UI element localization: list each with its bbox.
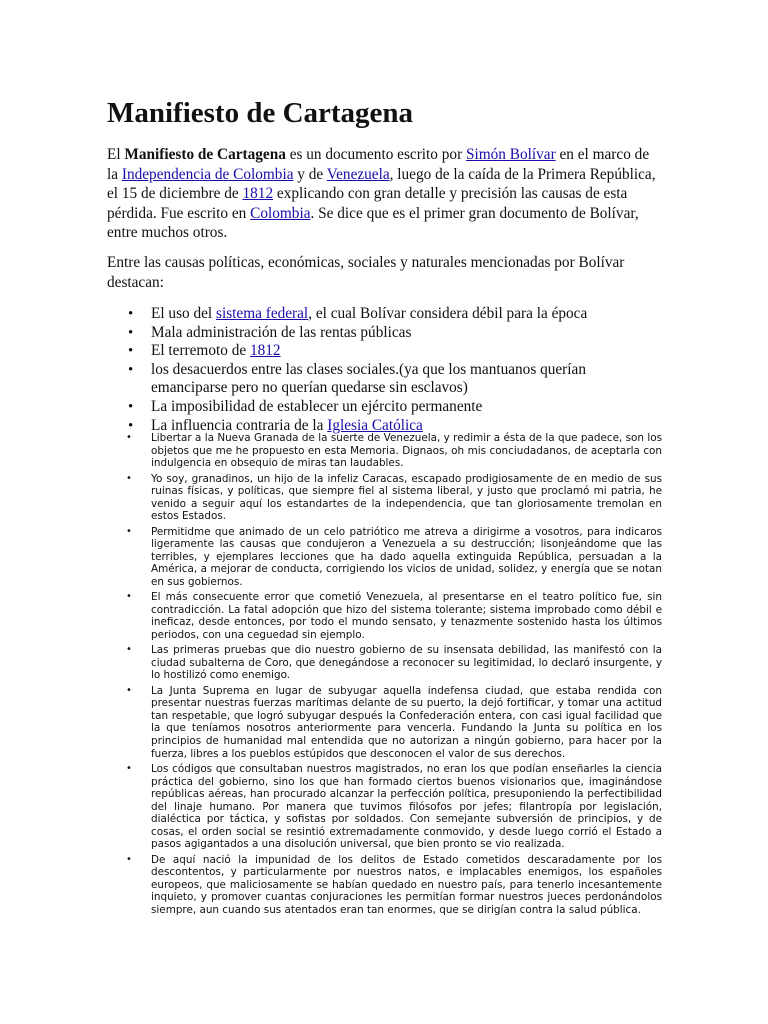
item-text: El terremoto de (151, 342, 250, 360)
quote-text: Permitidme que animado de un celo patriótico me atreva a dirigirme a vosotros, para indicaros ligeramente las causas que condujeron a Venezuela a su destrucción; lisonjeándome que las terribles, y ejemplares lecciones que ha dado aquella extinguida República, persuadan a la América, a mejorar de conducta, corrigiendo los vicios de unidad, solidez, y energía que se notan en sus gobiernos. (151, 525, 662, 588)
list-item (107, 342, 662, 361)
intro-bold-title: Manifiesto de Cartagena (124, 146, 286, 163)
link-independencia-colombia[interactable]: Independencia de Colombia (121, 165, 294, 183)
bullet-icon: • (126, 472, 132, 484)
bullet-icon: • (128, 306, 134, 322)
intro-text: . Se dice que es el primer gran documento de Bolívar, entre muchos otros. (107, 204, 639, 241)
quote-text: Los códigos que consultaban nuestros magistrados, no eran los que podían enseñarles la ciencia práctica del gobierno, sino los que han formado ciertos buenos visionarios que, imaginándose repúblicas aéreas, han procurado alcanzar la perfección política, presuponiendo la perfectibilidad del linaje humano. Por manera que tuvimos filósofos por jefes; filantropía por legislación, dialéctica por táctica, y sofistas por soldados. Con semejante subversión de principios, y de cosas, el orden social se resintió extremadamente conmovido, y desde luego corrió el Estado a pasos agigantados a una disolución universal, que bien pronto se vio realizada. (151, 763, 662, 851)
bullet-icon: • (126, 763, 132, 775)
causes-list (107, 305, 662, 435)
quote-text: Libertar a la Nueva Granada de la suerte de Venezuela, y redimir a ésta de la que padece, son los objetos que me he propuesto en esta Memoria. Dignaos, oh mis conciudadanos, de aceptarla con indulgencia en obsequio de miras tan laudables. (151, 432, 662, 470)
bullet-icon: • (126, 853, 132, 865)
bullet-icon: • (128, 343, 134, 360)
bullet-icon: • (126, 644, 132, 656)
item-text: , el cual Bolívar considera débil para la época (308, 305, 588, 322)
list-item (107, 398, 662, 417)
quote-item (107, 526, 662, 589)
quote-item (107, 763, 662, 851)
bullet-icon: • (126, 684, 132, 696)
intro-paragraph (107, 145, 662, 243)
link-sistema-federal[interactable]: sistema federal (216, 305, 309, 322)
link-colombia[interactable]: Colombia (250, 204, 311, 222)
item-text: La imposibilidad de establecer un ejército permanente (151, 397, 483, 415)
bullet-icon: • (128, 361, 134, 378)
list-item (107, 361, 662, 398)
item-text: El uso del (151, 305, 217, 322)
quote-item (107, 854, 662, 917)
bullet-icon: • (128, 398, 134, 415)
quote-text: Yo soy, granadinos, un hijo de la infeliz Caracas, escapado prodigiosamente de en medio de sus ruinas físicas, y políticas, que siempre fiel al sistema liberal, y justo que proclamó mi patria, he venido a seguir aquí los estandartes de la independencia, que tan gloriosamente tremolan en estos Estados. (151, 472, 662, 523)
bullet-icon: • (126, 591, 132, 603)
intro-text: , luego de la caída de la Primera República, el 15 de diciembre de (107, 165, 656, 202)
intro-text: es un documento escrito por (285, 146, 466, 163)
intro-text: y de (293, 165, 327, 183)
bullet-icon: • (126, 432, 132, 443)
quote-text: El más consecuente error que cometió Venezuela, al presentarse en el teatro político fue, sin contradicción. La fatal adopción que hizo del sistema tolerante; sistema improbado como débil e ineficaz, desde entonces, por todo el mundo sensato, y tenazmente sostenido hasta los últimos periodos, con una ceguedad sin ejemplo. (151, 591, 662, 641)
quote-item (107, 473, 662, 523)
bullet-icon: • (128, 324, 134, 341)
quotes-list (107, 432, 662, 919)
quote-item (107, 432, 662, 470)
link-iglesia-catolica[interactable]: Iglesia Católica (327, 416, 423, 434)
item-text: los desacuerdos entre las clases sociales.(ya que los mantuanos querían emanciparse pero no querían quedarse sin esclavos) (151, 360, 586, 397)
quote-text: Las primeras pruebas que dio nuestro gobierno de su insensata debilidad, las manifestó con la ciudad subalterna de Coro, que denegándose a reconocer su legitimidad, lo declaró insurgente, y lo hostilizó como enemigo. (151, 644, 662, 682)
item-text: Mala administración de las rentas públicas (151, 323, 412, 341)
quote-item (107, 591, 662, 641)
page-title: Manifiesto de Cartagena (107, 97, 414, 129)
item-text: La influencia contraria de la (151, 416, 328, 434)
list-item (107, 324, 662, 343)
link-venezuela[interactable]: Venezuela (326, 165, 390, 183)
intro-text: El (107, 146, 125, 163)
link-1812[interactable]: 1812 (242, 185, 274, 202)
quote-item (107, 644, 662, 682)
bullet-icon: • (126, 525, 132, 537)
intro-text: en el marco de la (107, 146, 650, 183)
intro-text: explicando con gran detalle y precisión las causas de esta pérdida. Fue escrito en (107, 185, 628, 222)
quote-item (107, 685, 662, 760)
causes-intro: Entre las causas políticas, económicas, sociales y naturales mencionadas por Bolívar destacan: (107, 254, 625, 291)
quote-text: La Junta Suprema en lugar de subyugar aquella indefensa ciudad, que estaba rendida con presentar nuestras fuerzas marítimas delante de su puerto, la dejó fortificar, y tomar una actitud tan respetable, que logró subyugar después la Confederación entera, con casi igual facilidad que la que teníamos nosotros anteriormente para vencerla. Fundando la Junta su política en los principios de humanidad mal entendida que no autorizan a ningún gobierno, para hacer por la fuerza, libres a los pueblos estúpidos que desconocen el valor de sus derechos. (151, 684, 662, 760)
link-simon-bolivar[interactable]: Simón Bolívar (466, 146, 556, 163)
link-terremoto-1812[interactable]: 1812 (249, 342, 281, 360)
list-item (107, 305, 662, 324)
bullet-icon: • (128, 417, 134, 434)
quote-text: De aquí nació la impunidad de los delitos de Estado cometidos descaradamente por los descontentos, y particularmente por nuestros natos, e implacables enemigos, los españoles europeos, que maliciosamente se habían quedado en nuestro país, para tenerlo incesantemente inquieto, y promover cuantas conjuraciones les permitían formar nuestros jueces perdonándolos siempre, aun cuando sus atentados eran tan enormes, que se dirigían contra la salud pública. (151, 853, 662, 916)
